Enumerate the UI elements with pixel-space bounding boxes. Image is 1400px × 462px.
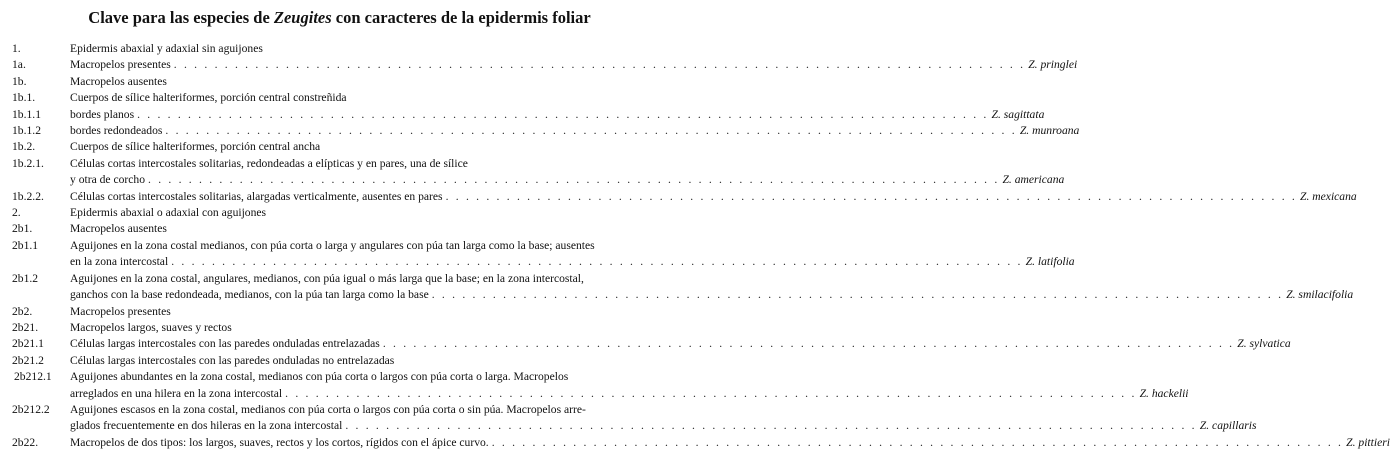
entry-number: 2. (12, 206, 21, 220)
taxon-name: Z. pittieri (1346, 435, 1390, 449)
entry-text: en la zona intercostal (70, 255, 169, 269)
entry-body (70, 74, 679, 90)
entry-body (70, 57, 1087, 73)
entry-number: 1b.2.1. (12, 156, 44, 170)
entry-body (70, 205, 679, 221)
entry-number: 2b212.2 (12, 402, 50, 416)
entry-line-with-taxon (70, 107, 1044, 123)
entry-line-with-taxon (70, 336, 1291, 352)
entry-text: Células cortas intercostales solitarias, redondeadas a elípticas y en pares, una de sílice (70, 156, 468, 170)
entry-number: 1b. (12, 74, 27, 88)
entry-text: bordes redondeados (70, 124, 163, 138)
leader-dots: . . . . . . . . . . . . . . . . . . . . . . . . . . . . . . . . . . . . . . . . . . . . . . . . . . . . . . . . . . . . . . . . . . . . . . . . . . . . . . . . . . . . (431, 288, 1284, 302)
entry-body (70, 189, 1367, 205)
entry-line-with-taxon (70, 287, 1353, 303)
key-entry (0, 304, 679, 320)
entry-line-with-taxon (70, 435, 1390, 451)
entry-number: 2b21. (12, 320, 39, 334)
entry-body (70, 402, 1267, 435)
key-entry (0, 238, 1075, 271)
key-entry (0, 156, 1065, 189)
entry-line-with-taxon (70, 418, 1257, 434)
entry-body (70, 221, 679, 237)
entry-number: 2b22. (12, 435, 39, 449)
entry-number: 2b2. (12, 304, 33, 318)
title-text: Clave para las especies de (88, 8, 274, 27)
key-entry (0, 123, 1080, 139)
entry-number: 2b1. (12, 222, 33, 236)
entry-body (70, 435, 1400, 451)
leader-dots: . . . . . . . . . . . . . . . . . . . . . . . . . . . . . . . . . . . . . . . . . . . . . . . . . . . . . . . . . . . . . . . . . . . . . . . . . . . . . . . . . . . . (345, 419, 1197, 433)
entry-line-with-taxon (70, 189, 1357, 205)
entry-number: 2b21.1 (12, 337, 44, 351)
title-genus: Zeugites (273, 8, 332, 27)
leader-dots: . . . . . . . . . . . . . . . . . . . . . . . . . . . . . . . . . . . . . . . . . . . . . . . . . . . . . . . . . . . . . . . . . . . . . . . . . . . . . . . . . . . . (171, 255, 1023, 269)
entry-body (70, 336, 1301, 352)
entry-text: bordes planos (70, 107, 135, 121)
key-entry (0, 369, 1189, 402)
leader-dots: . . . . . . . . . . . . . . . . . . . . . . . . . . . . . . . . . . . . . . . . . . . . . . . . . . . . . . . . . . . . . . . . . . . . . . . . . . . . . . . . . . . . (137, 107, 989, 121)
entry-text: Cuerpos de sílice halteriformes, porción central ancha (70, 140, 321, 154)
key-entry (0, 320, 679, 336)
entry-number: 1b.2.2. (12, 189, 44, 203)
entry-text: Cuerpos de sílice halteriformes, porción central constreñida (70, 91, 347, 105)
entry-body (70, 90, 679, 106)
entry-number: 1. (12, 42, 21, 55)
taxon-name: Z. mexicana (1300, 189, 1357, 203)
key-entry (0, 74, 679, 90)
taxon-name: Z. pringlei (1028, 58, 1078, 72)
entry-text: Macropelos largos, suaves y rectos (70, 320, 232, 334)
key-entry (0, 57, 1078, 73)
entry-text: Macropelos ausentes (70, 74, 167, 88)
entry-line-with-taxon (70, 254, 1075, 270)
entry-number: 1a. (12, 58, 26, 72)
entry-body (70, 369, 1199, 402)
entry-body (70, 123, 1089, 139)
key-entry (0, 402, 1257, 435)
taxon-name: Z. sylvatica (1237, 337, 1291, 351)
entry-text: Macropelos ausentes (70, 222, 167, 236)
entry-number: 2b21.2 (12, 353, 44, 367)
entry-body (70, 304, 679, 320)
entry-number: 2b212.1 (14, 370, 52, 384)
page-title (0, 8, 679, 28)
entry-number: 2b1.2 (12, 271, 39, 285)
entry-text: ganchos con la base redondeada, medianos, con la púa tan larga como la base (70, 288, 429, 302)
entry-number: 1b.2. (12, 140, 36, 154)
title-text-end: con caracteres de la epidermis foliar (331, 8, 591, 27)
key-entry (0, 271, 1354, 304)
entry-text: Aguijones en la zona costal, angulares, medianos, con púa igual o más larga que la base; en la zona intercostal, (70, 271, 584, 285)
key-entry (0, 107, 1045, 123)
taxon-name: Z. hackelii (1139, 386, 1189, 400)
key-entry (0, 90, 679, 106)
entry-body (70, 139, 679, 155)
leader-dots: . . . . . . . . . . . . . . . . . . . . . . . . . . . . . . . . . . . . . . . . . . . . . . . . . . . . . . . . . . . . . . . . . . . . . . . . . . . . . . . . . . . . (382, 337, 1235, 351)
key-entry (0, 139, 679, 155)
entry-text: Células largas intercostales con las paredes onduladas entrelazadas (70, 337, 380, 351)
leader-dots: . . . . . . . . . . . . . . . . . . . . . . . . . . . . . . . . . . . . . . . . . . . . . . . . . . . . . . . . . . . . . . . . . . . . . . . . . . . . . . . . . . . . (173, 58, 1026, 72)
key-entry (0, 221, 679, 237)
entry-text: arreglados en una hilera en la zona intercostal (70, 386, 283, 400)
key-entry (0, 435, 1390, 451)
entry-body (70, 41, 679, 57)
key-entry (0, 41, 679, 57)
entry-number: 1b.1. (12, 91, 36, 105)
taxon-name: Z. smilacifolia (1286, 288, 1354, 302)
key-entry (0, 353, 679, 369)
entry-body (70, 353, 679, 369)
entry-body (70, 271, 1363, 304)
leader-dots: . . . . . . . . . . . . . . . . . . . . . . . . . . . . . . . . . . . . . . . . . . . . . . . . . . . . . . . . . . . . . . . . . . . . . . . . . . . . . . . . . . . . (148, 173, 1000, 187)
entry-text: Células cortas intercostales solitarias, alargadas verticalmente, ausentes en pares (70, 189, 443, 203)
taxon-name: Z. munroana (1019, 124, 1080, 138)
entry-body (70, 156, 1074, 189)
key-entry (0, 336, 1291, 352)
entry-text: Macropelos presentes (70, 304, 171, 318)
entry-text: glados frecuentemente en dos hileras en la zona intercostal (70, 419, 343, 433)
entry-line-with-taxon (70, 386, 1189, 402)
leader-dots: . . . . . . . . . . . . . . . . . . . . . . . . . . . . . . . . . . . . . . . . . . . . . . . . . . . . . . . . . . . . . . . . . . . . . . . . . . . . . . . . . . . . (491, 435, 1344, 449)
taxon-name: Z. americana (1002, 173, 1065, 187)
entry-text: y otra de corcho (70, 173, 146, 187)
entry-body (70, 320, 679, 336)
entry-line-with-taxon (70, 123, 1079, 139)
key-entry (0, 189, 1357, 205)
taxon-name: Z. sagittata (991, 107, 1045, 121)
entry-text: Células largas intercostales con las paredes onduladas no entrelazadas (70, 353, 395, 367)
entry-line-with-taxon (70, 172, 1064, 188)
entry-text: Epidermis abaxial y adaxial sin aguijones (70, 42, 263, 55)
identification-key (0, 41, 1390, 451)
entry-text: Epidermis abaxial o adaxial con aguijones (70, 206, 267, 220)
entry-body (70, 238, 1085, 271)
taxon-name: Z. latifolia (1025, 255, 1075, 269)
entry-body (70, 107, 1054, 123)
leader-dots: . . . . . . . . . . . . . . . . . . . . . . . . . . . . . . . . . . . . . . . . . . . . . . . . . . . . . . . . . . . . . . . . . . . . . . . . . . . . . . . . . . . . (445, 189, 1298, 203)
leader-dots: . . . . . . . . . . . . . . . . . . . . . . . . . . . . . . . . . . . . . . . . . . . . . . . . . . . . . . . . . . . . . . . . . . . . . . . . . . . . . . . . . . . . (285, 386, 1137, 400)
taxon-name: Z. capillaris (1199, 419, 1257, 433)
entry-number: 1b.1.2 (12, 124, 41, 138)
entry-line-with-taxon (70, 57, 1077, 73)
key-entry (0, 205, 679, 221)
entry-text: Macropelos de dos tipos: los largos, suaves, rectos y los cortos, rígidos con el ápice curvo. (70, 435, 489, 449)
entry-text: Macropelos presentes (70, 58, 171, 72)
entry-text: Aguijones en la zona costal medianos, con púa corta o larga y angulares con púa tan larga como la base; ausentes (70, 238, 595, 252)
entry-number: 1b.1.1 (12, 107, 41, 121)
entry-text: Aguijones abundantes en la zona costal, medianos con púa corta o largos con púa corta o larga. Macropelos (70, 370, 569, 384)
entry-text: Aguijones escasos en la zona costal, medianos con púa corta o largos con púa corta o sin púa. Macropelos arre- (70, 402, 586, 416)
leader-dots: . . . . . . . . . . . . . . . . . . . . . . . . . . . . . . . . . . . . . . . . . . . . . . . . . . . . . . . . . . . . . . . . . . . . . . . . . . . . . . . . . . . . (165, 124, 1017, 138)
entry-number: 2b1.1 (12, 238, 39, 252)
